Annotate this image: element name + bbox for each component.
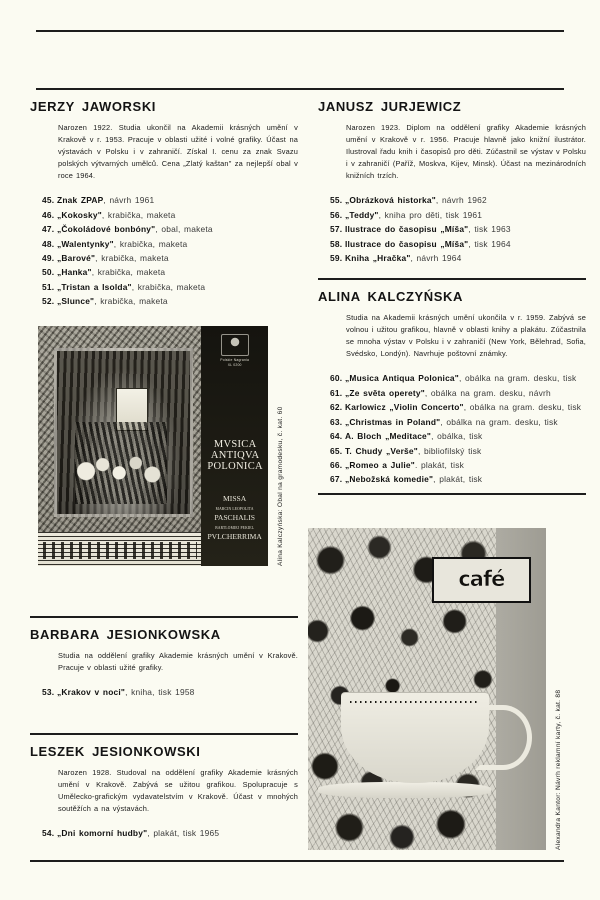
work-detail: , obálka na gram. desku, návrh xyxy=(424,387,551,398)
work-number: 46. xyxy=(42,209,55,220)
section-barbara-jesionkowska xyxy=(30,628,298,700)
work-detail: , návrh 1961 xyxy=(103,195,155,206)
divider-above-leszek-jesionkowski xyxy=(30,733,298,735)
artist-name-alina-kalczynska: ALINA KALCZYŃSKA xyxy=(318,289,463,304)
work-number: 48. xyxy=(42,238,55,249)
work-number: 52. xyxy=(42,296,55,307)
list-item xyxy=(30,222,298,236)
section-janusz-jurjewicz xyxy=(318,100,586,265)
work-number: 63. xyxy=(330,416,343,427)
list-item xyxy=(30,826,298,840)
list-item xyxy=(30,280,298,294)
work-title: „Barové" xyxy=(57,253,96,264)
work-detail: , bibliofilský tisk xyxy=(417,445,482,456)
work-number: 56. xyxy=(330,209,343,220)
work-number: 61. xyxy=(330,387,343,398)
artist-name-janusz-jurjewicz: JANUSZ JURJEWICZ xyxy=(318,99,462,114)
figure-cafe-card xyxy=(308,528,586,850)
work-detail: , obal, maketa xyxy=(155,224,213,235)
artist-name-barbara-jesionkowska: BARBARA JESIONKOWSKA xyxy=(30,627,221,642)
work-number: 58. xyxy=(330,238,343,249)
artist-bio-jerzy-jaworski: Narozen 1922. Studia ukončil na Akademii krásných umění v Krakově v r. 1953. Pracuje v oblasti užité i volné grafiky. Účast na výstavách v Polsku i v zahraničí. Získal I. cenu za znak Svazu polských výtvarných umělců. Cena „Zlatý kaštan" za nejlepší obal v roce 1964. xyxy=(58,123,298,181)
list-item xyxy=(30,265,298,279)
sleeve-title-line-2: ANTIQVA xyxy=(210,449,260,461)
work-detail: , obálka na gram. desku, tisk xyxy=(440,416,558,427)
figures-group-illustration xyxy=(75,422,167,504)
artist-name-leszek-jesionkowski: LESZEK JESIONKOWSKI xyxy=(30,744,201,759)
sleeve-subtitle-line-2: PASCHALIS xyxy=(214,512,255,522)
work-detail: , tisk 1963 xyxy=(468,224,511,235)
record-sleeve-image xyxy=(38,326,268,566)
work-number: 66. xyxy=(330,459,343,470)
work-title: „Christmas in Poland" xyxy=(345,416,441,427)
sleeve-subtitle-line-3: PVLCHERRIMA xyxy=(207,531,262,541)
work-number: 64. xyxy=(330,431,343,442)
work-number: 55. xyxy=(330,195,343,206)
work-detail: , tisk 1964 xyxy=(468,238,511,249)
divider-above-alina-kalczynska xyxy=(318,278,586,280)
record-label-logo-icon xyxy=(221,334,249,356)
list-item xyxy=(318,444,586,458)
list-item xyxy=(30,208,298,222)
work-detail: , kniha pro děti, tisk 1961 xyxy=(378,209,483,220)
work-detail: , obálka na gram. desku, tisk xyxy=(458,373,577,384)
work-title: „Hanka" xyxy=(57,267,92,278)
cafe-advertising-card-artwork xyxy=(308,528,546,850)
work-detail: , krabička, maketa xyxy=(91,267,166,278)
work-detail: , krabička, maketa xyxy=(131,281,206,292)
work-number: 60. xyxy=(330,373,343,384)
work-title: „Walentynky" xyxy=(57,238,114,249)
cafe-card-image xyxy=(308,528,546,850)
work-detail: , krabička, maketa xyxy=(101,209,176,220)
list-item xyxy=(30,237,298,251)
section-jerzy-jaworski xyxy=(30,100,298,309)
work-title: „Musica Antiqua Polonica" xyxy=(345,373,459,384)
sleeve-subtitle-line-1: MISSA xyxy=(223,494,247,503)
cafe-logo-box xyxy=(432,557,531,603)
sleeve-subtitle xyxy=(204,494,265,541)
works-list-alina-kalczynska xyxy=(318,371,586,487)
work-title: „Romeo a Julie" xyxy=(345,459,415,470)
work-title: T. Chudy „Verše" xyxy=(345,445,418,456)
work-title: Znak ZPAP xyxy=(57,195,104,206)
section-alina-kalczynska xyxy=(318,290,586,487)
list-item xyxy=(30,251,298,265)
work-title: „Kokosky" xyxy=(57,209,102,220)
cafe-logo-text: café xyxy=(458,567,505,592)
work-number: 51. xyxy=(42,281,55,292)
work-title: Ilustrace do časopisu „Míša" xyxy=(345,238,469,249)
sleeve-credit-1 xyxy=(204,503,265,512)
work-number: 57. xyxy=(330,224,343,235)
list-item xyxy=(318,251,586,265)
record-label-name: Polskie Nagrania xyxy=(220,358,250,362)
work-number: 50. xyxy=(42,267,55,278)
record-sleeve-artwork xyxy=(38,326,268,566)
figure-caption-record-sleeve: Alina Kalczyńska: Obal na gramodesku, č. kat. 60 xyxy=(277,406,284,566)
record-catalog-code: XL 0200 xyxy=(227,363,242,368)
list-item xyxy=(318,415,586,429)
work-number: 49. xyxy=(42,253,55,264)
work-title: „Obrázková historka" xyxy=(345,195,436,206)
work-detail: , plakát, tisk 1965 xyxy=(147,828,220,839)
work-number: 59. xyxy=(330,253,343,264)
work-number: 45. xyxy=(42,195,55,206)
work-title: „Tristan a Isolda" xyxy=(57,281,132,292)
work-detail: , obálka, tisk xyxy=(431,431,483,442)
sleeve-main-title xyxy=(205,439,265,472)
list-item xyxy=(318,222,586,236)
list-item xyxy=(318,193,586,207)
bottom-rule xyxy=(30,860,564,862)
work-title: „Čokoládové bonbóny" xyxy=(57,224,156,235)
list-item xyxy=(318,237,586,251)
sleeve-credit-text-2: BARTLOMIEJ PEKIEL xyxy=(215,526,255,531)
work-detail: , obálka na gram. desku, tisk xyxy=(463,402,582,413)
sleeve-credit-2 xyxy=(204,522,265,531)
work-title: „Krakov v noci" xyxy=(57,687,126,698)
sleeve-title-line-3: POLONICA xyxy=(207,461,263,473)
work-title: „Ze světa operety" xyxy=(345,387,425,398)
work-title: „Nebožská komedie" xyxy=(345,474,434,485)
works-list-leszek-jesionkowski xyxy=(30,826,298,840)
works-list-barbara-jesionkowska xyxy=(30,685,298,699)
work-detail: , plakát, tisk xyxy=(433,474,483,485)
work-detail: , návrh 1964 xyxy=(410,253,462,264)
work-number: 62. xyxy=(330,402,343,413)
work-title: „Slunce" xyxy=(57,296,95,307)
top-rule-outer xyxy=(36,30,564,32)
list-item xyxy=(30,193,298,207)
figure-record-sleeve xyxy=(38,326,300,566)
divider-above-barbara-jesionkowska xyxy=(30,616,298,618)
list-item xyxy=(318,472,586,486)
work-number: 53. xyxy=(42,687,55,698)
work-title: „Teddy" xyxy=(345,209,379,220)
work-title: Kniha „Hračka" xyxy=(345,253,411,264)
top-rule-inner xyxy=(36,88,564,90)
artist-bio-janusz-jurjewicz: Narozen 1923. Diplom na oddělení grafiky Akademie krásných umění v Krakově v r. 1956. Pracuje hlavně jako knižní ilustrátor. Ilustroval řadu knih i časopisů pro děti. Zúčastnil se výstav v Polsku i v zahraničí (Paříž, Moskva, Kijev, Minsk). Účast na mezinárodních knižních trzích. xyxy=(346,123,586,181)
section-leszek-jesionkowski xyxy=(30,745,298,841)
figure-caption-cafe-card: Alexandra Kantor: Návrh reklamní karty, č. kat. 88 xyxy=(555,689,562,850)
list-item xyxy=(30,685,298,699)
work-title: Karlowicz „Violin Concerto" xyxy=(345,402,464,413)
work-number: 54. xyxy=(42,828,55,839)
work-detail: , kniha, tisk 1958 xyxy=(125,687,195,698)
list-item xyxy=(318,429,586,443)
sleeve-credit-text-1: MARCIN LEOPOLITA xyxy=(215,507,254,512)
work-title: „Dni komorní hudby" xyxy=(57,828,148,839)
work-number: 47. xyxy=(42,224,55,235)
list-item xyxy=(318,458,586,472)
work-title: Ilustrace do časopisu „Míša" xyxy=(345,224,469,235)
sleeve-title-band xyxy=(201,326,268,566)
saucer-shape xyxy=(318,782,492,798)
list-item xyxy=(30,294,298,308)
work-detail: , krabička, maketa xyxy=(94,296,168,307)
list-item xyxy=(318,371,586,385)
work-detail: . plakát, tisk xyxy=(414,459,464,470)
list-item xyxy=(318,208,586,222)
work-detail: , krabička, maketa xyxy=(95,253,169,264)
artist-bio-leszek-jesionkowski: Narozen 1928. Studoval na oddělení grafiky Akademie krásných umění v Krakově. Zabývá se užitou grafikou. Spolupracuje s Umělecko-grafickým vydavatelstvím v Krakově. Účast v mnohých soutěžích a na výstavách. xyxy=(58,768,298,814)
list-item xyxy=(318,400,586,414)
work-number: 67. xyxy=(330,474,343,485)
works-list-janusz-jurjewicz xyxy=(318,193,586,265)
work-detail: , krabička, maketa xyxy=(113,238,188,249)
work-number: 65. xyxy=(330,445,343,456)
works-list-jerzy-jaworski xyxy=(30,193,298,309)
work-title: A. Bloch „Meditace" xyxy=(345,431,432,442)
work-detail: , návrh 1962 xyxy=(435,195,487,206)
artist-name-jerzy-jaworski: JERZY JAWORSKI xyxy=(30,99,157,114)
music-notes xyxy=(43,542,197,559)
artist-bio-barbara-jesionkowska: Studia na oddělení grafiky Akademie krásných umění v Krakově. Pracuje v oblasti užité grafiky. xyxy=(58,651,298,673)
list-item xyxy=(318,386,586,400)
artist-bio-alina-kalczynska: Studia na Akademii krásných umění ukončila v r. 1959. Zabývá se volnou i užitou grafikou, hlavně v oblasti knihy a plakátu. Zúčastnila se mnoha výstav v Polsku i v zahraničí (New York, Bělehrad, Sofia, Svédsko, Londýn). Navrhuje poštovní známky. xyxy=(346,313,586,359)
sleeve-title-line-1: MVSICA xyxy=(213,438,257,450)
divider-above-cafe-figure xyxy=(318,493,586,495)
